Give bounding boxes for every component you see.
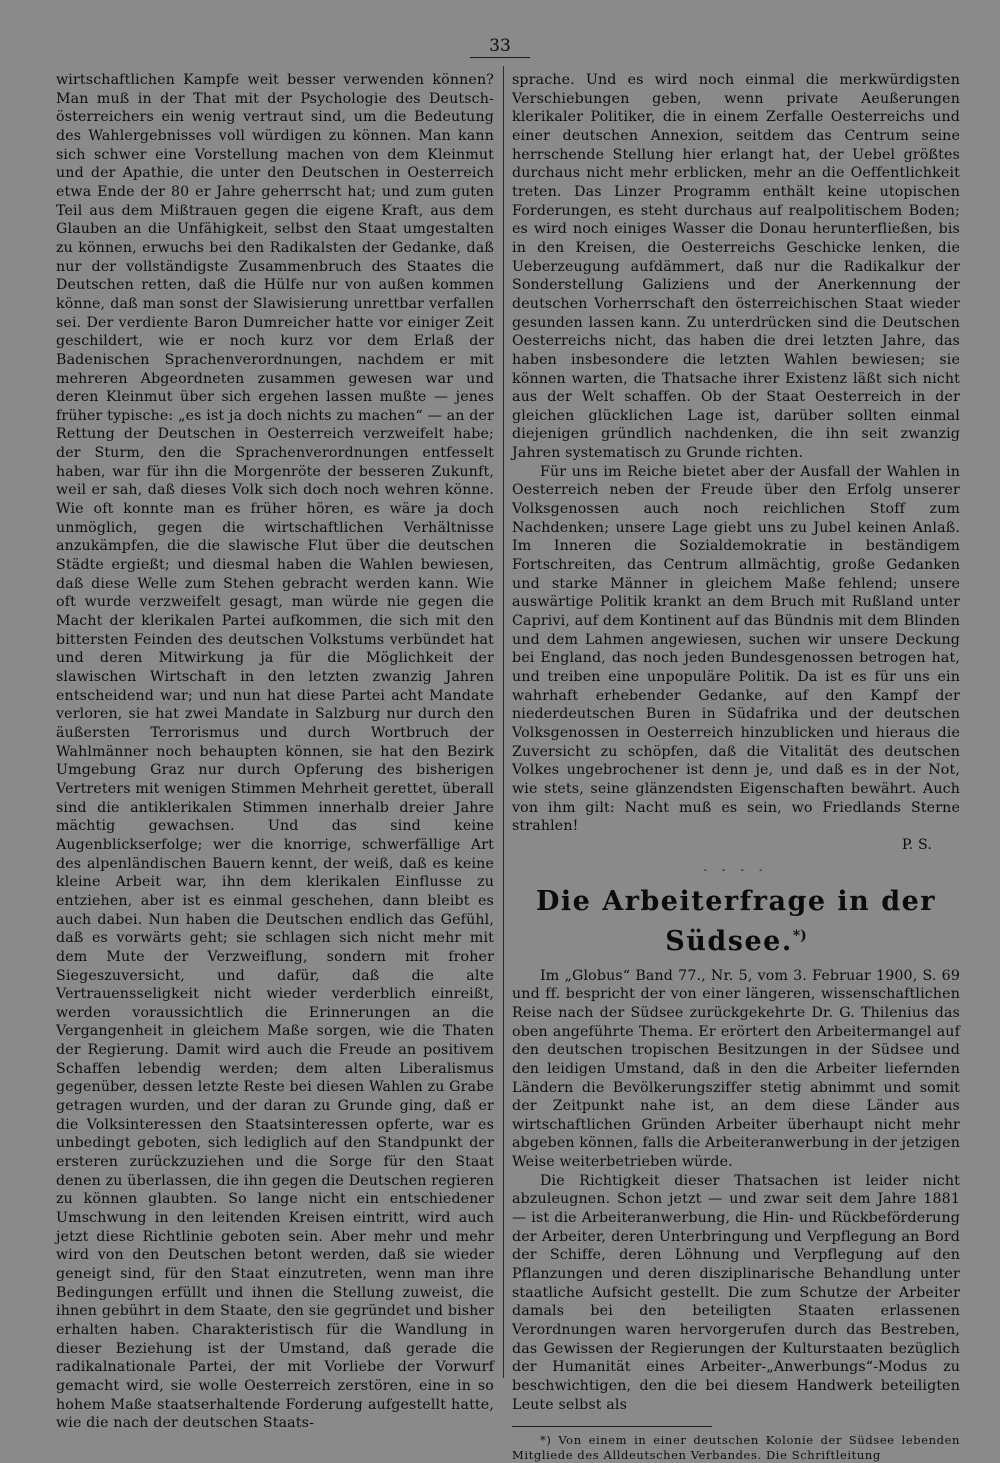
section-divider: - - - - (703, 864, 769, 876)
page-number: 33 (489, 36, 511, 56)
footnote-rule (512, 1426, 712, 1427)
article-headline-text: Die Arbeiterfrage in der Südsee. (536, 885, 936, 957)
article-paragraph-2: Die Richtigkeit dieser Thatsachen ist leider nicht abzuleugnen. Schon jetzt — und zwar seit dem Jahre 1881 — ist die Arbeiteranwerbung, die Hin- und Rückbeförderung der Arbeiter, deren Unterbringung und Verpflegung an Bord der Schiffe, deren Löhnung und Verpflegung auf den Pflanzungen und deren disziplinarische Behandlung unter staatliche Aufsicht gestellt. Die zum Schutze der Arbeiter damals bei den beteiligten Staaten erlassenen Verordnungen waren hervorgerufen durch das Bestreben, das Gewissen der Regierungen der Kulturstaaten bezüglich der Humanität eines Arbeiter-„Anwerbungs“-Modus zu beschwichtigen, den die bei diesem Handwerk beteiligten Leute selbst als (512, 1172, 960, 1413)
page-number-rule (470, 57, 530, 58)
left-column-paragraph: wirtschaftlichen Kampfe weit besser verwenden können? Man muß in der That mit der Psychologie des Deutsch-österreichers ein wenig vertraut sind, um die Bedeutung des Wahlergebnisses voll würdigen zu können. Man kann sich schwer eine Vorstellung machen von dem Kleinmut und der Apathie, die unter den Deutschen in Oesterreich etwa Ende der 80 er Jahre geherrscht hat; und zum guten Teil aus dem Mißtrauen gegen die eigene Kraft, aus dem Glauben an die Unfähigkeit, selbst den Staat umgestalten zu können, erwuchs bei den Radikalsten der Gedanke, daß nur der vollständigste Zusammenbruch des Staates die Deutschen retten, daß die Hülfe nur von außen kommen könne, daß man sonst der Slawisierung unrettbar verfallen sei. Der verdiente Baron Dumreicher hatte vor einiger Zeit geschildert, wie er noch kurz vor dem Erlaß der Badenischen Sprachenverordnungen, nachdem er mit mehreren Abgeordneten zusammen gewesen war und deren Kleinmut über sich ergehen lassen mußte — jenes früher typische: „es ist ja doch nichts zu machen“ — an der Rettung der Deutschen in Oesterreich verzweifelt habe; der Sturm, den die Sprachenverordnungen entfesselt haben, war für ihn die Morgenröte der besseren Zukunft, weil er sah, daß dieses Volk sich doch noch wehren könne. Wie oft konnte man es früher hören, es wäre ja doch unmöglich, gegen die wirtschaftlichen Verhältnisse anzukämpfen, die die slawische Flut über die deutschen Städte ergießt; und diesmal haben die Wahlen bewiesen, daß diese Welle zum Stehen gebracht werden kann. Wie oft wurde verzweifelt gesagt, man würde nie gegen die Macht der klerikalen Partei aufkommen, die sich mit den bittersten Feinden des deutschen Volkstums verbündet hat und deren Mitwirkung ja für die Möglichkeit der slawischen Wirtschaft in den letzten zwanzig Jahren entscheidend war; und nun hat diese Partei acht Mandate verloren, sie hat zwei Mandate in Salzburg nur durch den äußersten Terrorismus und durch Wortbruch der Wahlmänner noch behaupten können, sie hat den Bezirk Umgebung Graz nur durch Opferung des bisherigen Vertreters mit wenigen Stimmen Mehrheit gerettet, überall sind die antiklerikalen Stimmen innerhalb dreier Jahre mächtig gewachsen. Und das sind keine Augenblickserfolge; wer die knorrige, schwerfällige Art des alpenländischen Bauern kennt, der weiß, daß es keine kleine Arbeit war, ihn dem klerikalen Einflusse zu entziehen, aber ist es einmal geschehen, dann bleibt es auch dabei. Nun haben die Deutschen endlich das Gefühl, daß es vorwärts geht; sie schlagen sich nicht mehr mit dem Mute der Verzweiflung, sondern mit froher Siegeszuversicht, und dafür, daß die alte Vertrauensseligkeit nicht wieder verderblich einreißt, werden voraussichtlich die Erinnerungen an die Vergangenheit in gleichem Maße sorgen, wie die Thaten der Regierung. Damit wird auch die Freude an positivem Schaffen lebendig werden; dem alten Liberalismus gegenüber, dessen letzte Reste bei diesen Wahlen zu Grabe getragen wurden, und der daran zu Grunde ging, daß er die Volksinteressen den Staatsinteressen opferte, war es unbedingt geboten, sich lediglich auf den Standpunkt der ersteren zurückzuziehen und die Sorge für den Staat denen zu überlassen, die ihn gegen die Deutschen regieren zu können glaubten. So lange nicht ein entschiedener Umschwung in den leitenden Kreisen eintritt, wird auch jetzt diese Richtlinie geboten sein. Aber mehr und mehr wird von den Deutschen betont werden, daß sie wieder geneigt sind, für den Staat einzutreten, wenn man ihre Bedingungen erfüllt und ihnen die Stellung zuweist, die ihnen gebührt in dem Staate, den sie gegründet und bisher erhalten haben. Charakteristisch für die Wandlung in dieser Beziehung ist der Umstand, daß gerade die radikalnationale Partei, der mit Vorliebe der Vorwurf gemacht wird, sie wolle Oesterreich zerstören, eine in so hohem Maße staatserhaltende Forderung aufgestellt hatte, wie die nach der deutschen Staats- (56, 72, 494, 1432)
article-paragraph-1: Im „Globus“ Band 77., Nr. 5, vom 3. Februar 1900, S. 69 und ff. bespricht der von einer längeren, wissenschaftlichen Reise nach der Südsee zurückgekehrte Dr. G. Thilenius das oben angeführte Thema. Er erörtert den Arbeitermangel auf den deutschen tropischen Besitzungen in der Südsee und den leidigen Umstand, daß in den die Arbeiter liefernden Ländern die Bevölkerungsziffer stetig abnimmt und somit der Zeitpunkt nahe ist, an dem diese Länder aus wirtschaftlichen Gründen Arbeiter überhaupt nicht mehr abgeben können, falls die Arbeiteranwerbung in der jetzigen Weise weiterbetrieben würde. (512, 967, 960, 1171)
right-column (512, 71, 960, 1463)
column-divider (503, 66, 504, 1378)
footnote: *) Von einem in einer deutschen Kolonie der Südsee lebenden Mitgliede des Alldeutschen Verbandes. Die Schriftleitung (512, 1433, 960, 1463)
article-headline (512, 885, 960, 959)
right-column-paragraph-1: sprache. Und es wird noch einmal die merkwürdigsten Verschiebungen geben, wenn private Aeußerungen klerikaler Politiker, die in einem Zerfalle Oesterreichs und einer deutschen Annexion, seitdem das Centrum seine herrschende Stellung hier erlangt hat, der Uebel größtes durchaus nicht mehr erblicken, mehr an die Oeffentlichkeit treten. Das Linzer Programm enthält keine utopischen Forderungen, es steht durchaus auf realpolitischem Boden; es wird noch einiges Wasser die Donau herunterfließen, bis in den Kreisen, die Oesterreichs Geschicke lenken, die Ueberzeugung aufdämmert, daß nur die Radikalkur der Sonderstellung Galiziens und der Anerkennung der deutschen Vorherrschaft den österreichischen Staat wieder gesunden lassen kann. Zu unterdrücken sind die Deutschen Oesterreichs nicht, das haben die drei letzten Jahre, das haben insbesondere die letzten Wahlen bewiesen; sie können warten, die Thatsache ihrer Existenz läßt sich nicht aus der Welt schaffen. Ob der Staat Oesterreich in der gleichen glücklichen Lage ist, darüber sollten einmal diejenigen gründlich nachdenken, die ihn seit zwanzig Jahren systematisch zu Grunde richten. (512, 72, 960, 462)
footnote-marker: *) (792, 927, 807, 944)
left-column (56, 71, 494, 1433)
right-column-paragraph-2: Für uns im Reiche bietet aber der Ausfall der Wahlen in Oesterreich neben der Freude über den Erfolg unserer Volksgenossen auch noch reichlichen Stoff zum Nachdenken; unsere Lage giebt uns zu Jubel keinen Anlaß. Im Inneren die Sozialdemokratie in beständigem Fortschreiten, das Centrum allmächtig, große Gedanken und starke Männer in gleichem Maße fehlend; unsere auswärtige Politik krankt an dem Bruch mit Rußland unter Caprivi, auf dem Kontinent auf das Bündnis mit dem Blinden und dem Lahmen angewiesen, suchen wir unsere Deckung bei England, das noch jeden Bundesgenossen betrogen hat, und treiben eine unpopuläre Politik. Da ist es für uns ein wahrhaft erhebender Gedanke, auf den Kampf der niederdeutschen Buren in Südafrika und der deutschen Volksgenossen in Oesterreich hinzublicken und hieraus die Zuversicht zu schöpfen, daß die Vitalität des deutschen Volkes ungebrochener ist denn je, und daß es in der Not, wie stets, seine glänzendsten Eigenschaften bewährt. Auch von ihm gilt: Nacht muß es sein, wo Friedlands Sterne strahlen! (512, 463, 960, 835)
author-signature: P. S. (901, 836, 932, 853)
